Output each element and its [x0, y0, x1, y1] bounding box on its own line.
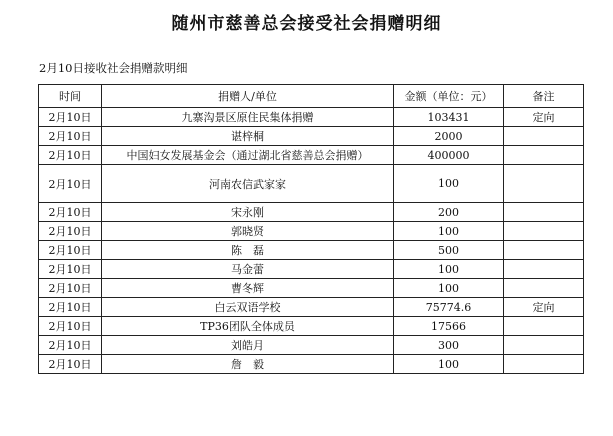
cell-note	[504, 260, 584, 279]
table-row	[39, 260, 584, 279]
cell-note	[504, 222, 584, 241]
cell-date: 2月10日	[39, 203, 102, 222]
table-row	[39, 108, 584, 127]
cell-note	[504, 336, 584, 355]
cell-donor: 谌梓桐	[102, 127, 394, 146]
table-row	[39, 165, 584, 203]
cell-donor: 九寨沟景区原住民集体捐赠	[102, 108, 394, 127]
table-row	[39, 355, 584, 374]
header-note: 备注	[504, 85, 584, 108]
cell-donor: 陈 磊	[102, 241, 394, 260]
table-row	[39, 127, 584, 146]
cell-amount: 300	[394, 336, 504, 355]
cell-date: 2月10日	[39, 317, 102, 336]
cell-amount: 17566	[394, 317, 504, 336]
table-caption: 2月10日接收社会捐赠款明细	[39, 61, 188, 75]
cell-note: 定向	[504, 108, 584, 127]
cell-donor: 郭晓贤	[102, 222, 394, 241]
cell-donor: 詹 毅	[102, 355, 394, 374]
cell-note	[504, 165, 584, 203]
cell-note	[504, 241, 584, 260]
cell-date: 2月10日	[39, 146, 102, 165]
cell-date: 2月10日	[39, 260, 102, 279]
cell-donor: TP36团队全体成员	[102, 317, 394, 336]
cell-amount: 75774.6	[394, 298, 504, 317]
table-row	[39, 222, 584, 241]
cell-amount: 2000	[394, 127, 504, 146]
cell-donor: 河南农信武家家	[102, 165, 394, 203]
cell-amount: 400000	[394, 146, 504, 165]
cell-date: 2月10日	[39, 279, 102, 298]
cell-note	[504, 127, 584, 146]
cell-donor: 刘皓月	[102, 336, 394, 355]
cell-amount: 100	[394, 279, 504, 298]
cell-note	[504, 146, 584, 165]
cell-note	[504, 317, 584, 336]
cell-date: 2月10日	[39, 355, 102, 374]
header-amount: 金额（单位：元）	[394, 85, 504, 108]
cell-note: 定向	[504, 298, 584, 317]
cell-donor: 中国妇女发展基金会（通过湖北省慈善总会捐赠）	[102, 146, 394, 165]
header-donor: 捐赠人/单位	[102, 85, 394, 108]
cell-date: 2月10日	[39, 108, 102, 127]
cell-amount: 200	[394, 203, 504, 222]
cell-amount: 100	[394, 222, 504, 241]
table-row	[39, 279, 584, 298]
cell-date: 2月10日	[39, 336, 102, 355]
cell-donor: 白云双语学校	[102, 298, 394, 317]
cell-amount: 103431	[394, 108, 504, 127]
cell-amount: 100	[394, 165, 504, 203]
table-row	[39, 298, 584, 317]
cell-donor: 宋永刚	[102, 203, 394, 222]
cell-donor: 曹冬辉	[102, 279, 394, 298]
cell-amount: 500	[394, 241, 504, 260]
table-row	[39, 146, 584, 165]
cell-amount: 100	[394, 260, 504, 279]
table-row	[39, 336, 584, 355]
cell-date: 2月10日	[39, 127, 102, 146]
table-row	[39, 241, 584, 260]
donation-table	[38, 84, 584, 374]
cell-donor: 马金蕾	[102, 260, 394, 279]
header-date: 时间	[39, 85, 102, 108]
cell-date: 2月10日	[39, 165, 102, 203]
cell-date: 2月10日	[39, 241, 102, 260]
cell-note	[504, 355, 584, 374]
cell-date: 2月10日	[39, 298, 102, 317]
cell-date: 2月10日	[39, 222, 102, 241]
page-title: 随州市慈善总会接受社会捐赠明细	[171, 14, 442, 34]
table-row	[39, 203, 584, 222]
cell-note	[504, 203, 584, 222]
cell-amount: 100	[394, 355, 504, 374]
table-row	[39, 317, 584, 336]
cell-note	[504, 279, 584, 298]
table-header-row	[39, 85, 584, 108]
